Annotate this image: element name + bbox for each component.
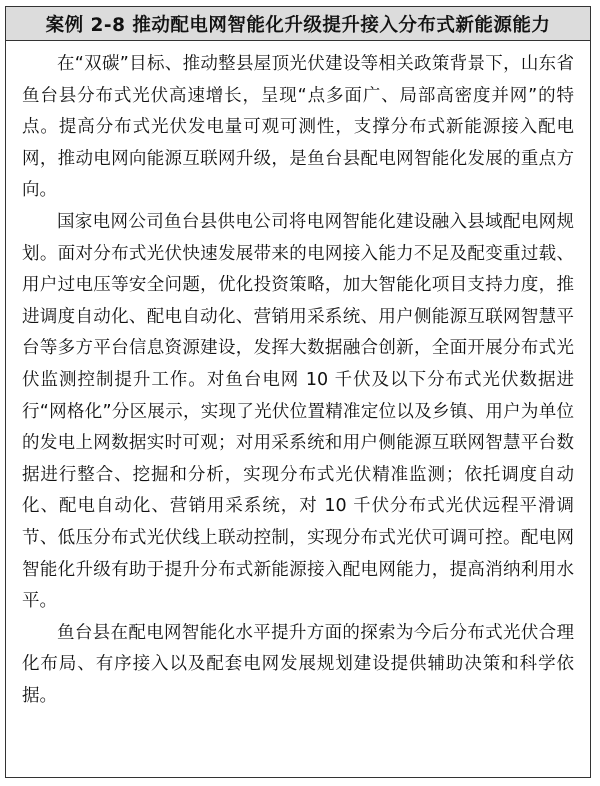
case-title: 案例 2-8 推动配电网智能化升级提升接入分布式新能源能力 bbox=[45, 14, 551, 36]
case-study-box bbox=[5, 6, 591, 778]
paragraph-background: 在“双碳”目标、推动整县屋顶光伏建设等相关政策背景下，山东省鱼台县分布式光伏高速增长，呈现“点多面广、局部高密度并网”的特点。提高分布式光伏发电量可观可测性，支撑分布式新能源接入配电网，推动电网向能源互联网升级，是鱼台县配电网智能化发展的重点方向。 bbox=[22, 54, 574, 201]
case-body bbox=[6, 41, 590, 712]
paragraph-measures: 国家电网公司鱼台县供电公司将电网智能化建设融入县域配电网规划。面对分布式光伏快速发展带来的电网接入能力不足及配变重过载、用户过电压等安全问题，优化投资策略，加大智能化项目支持力度，推进调度自动化、配电自动化、营销用采系统、用户侧能源互联网智慧平台等多方平台信息资源建设，发挥大数据融合创新，全面开展分布式光伏监测控制提升工作。对鱼台电网 10 千伏及以下分布式光伏数据进行“网格化”分区展示，实现了光伏位置精准定位以及乡镇、用户为单位的发电上网数据实时可观；对用采系统和用户侧能源互联网智慧平台数据进行整合、挖掘和分析，实现分布式光伏精准监测；依托调度自动化、配电自动化、营销用采系统，对 10 千伏分布式光伏远程平滑调节、低压分布式光伏线上联动控制，实现分布式光伏可调可控。配电网智能化升级有助于提升分布式新能源接入配电网能力，提高消纳利用水平。 bbox=[22, 211, 574, 612]
paragraph-conclusion: 鱼台县在配电网智能化水平提升方面的探索为今后分布式光伏合理化布局、有序接入以及配套电网发展规划建设提供辅助决策和科学依据。 bbox=[22, 622, 574, 706]
case-header bbox=[6, 7, 590, 41]
